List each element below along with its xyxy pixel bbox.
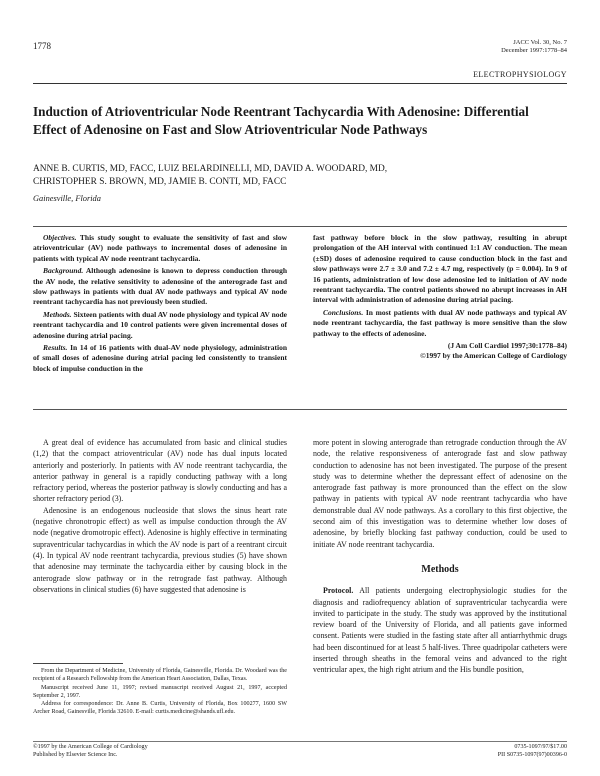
footer-publisher: Published by Elsevier Science Inc. (33, 752, 118, 759)
intro-paragraph-3: more potent in slowing anterograde than retrograde conduction through the AV node, the relative responsiveness of anterograde fast and slow pathway conduction to adenosine has not been investigated. The purpose of the present study was to determine whether the depressant effect of adenosine on the anterograde fast pathway is more pronounced than the effect on the slow pathway in patients with typical AV node reentrant tachycardia who have demonstrable dual AV node pathways. As a corollary to this first objective, the second aim of this investigation was to determine whether low doses of adenosine, by briefly blocking fast pathway conduction, could be used to initiate AV node reentrant tachycardia. (313, 438, 567, 549)
abstract-methods (33, 310, 287, 341)
conclusions-label: Conclusions. (323, 307, 364, 317)
methods-label: Methods. (43, 309, 72, 319)
results-label: Results. (43, 343, 68, 353)
protocol-text: All patients undergoing electrophysiologic studies for the diagnosis and radiofrequency ablation of supraventricular tachycardia were invited to participate in the study. The study was approved by the institutional review board of the University of Florida, and all patients gave informed consent. Patients were studied in the fasting state after all antiarrhythmic drugs had been discontinued for at least 5 half-lives. Three quadripolar catheters were inserted through sheaths in the femoral veins and advanced to the right ventricular apex, the high right atrium and the His bundle position, (313, 586, 567, 675)
footnote-manuscript-dates: Manuscript received June 11, 1997; revised manuscript received August 21, 1997, accepted September 2, 1997. (33, 684, 287, 699)
footer-right (498, 743, 567, 760)
article-title: Induction of Atrioventricular Node Reentrant Tachycardia With Adenosine: Differential Effect of Adenosine on Fast and Slow Atrioventricular Node Pathways (33, 104, 529, 137)
protocol-label: Protocol. (323, 586, 354, 596)
abstract-column-right (313, 233, 567, 362)
journal-date-pages: December 1997:1778–84 (501, 47, 567, 54)
footer-copyright: ©1997 by the American College of Cardiology (33, 744, 148, 750)
body-column-left (33, 437, 287, 595)
footer-issn-price: 0735-1097/97/$17.00 (514, 744, 567, 750)
footer-pii: PII S0735-1097(97)00396-0 (497, 752, 567, 759)
objectives-label: Objectives. (43, 233, 77, 242)
abstract-top-rule (33, 226, 567, 227)
authors-line-1: ANNE B. CURTIS, MD, FACC, LUIZ BELARDINELLI, MD, DAVID A. WOODARD, MD, (33, 164, 388, 174)
results-text-part1: In 14 of 16 patients with dual-AV node physiology, administration of small doses of adenosine during atrial pacing led consistently to transient block of impulse conduction in the (33, 343, 287, 373)
section-label: ELECTROPHYSIOLOGY (473, 70, 567, 79)
journal-volume: JACC Vol. 30, No. 7 (513, 39, 567, 46)
abstract-conclusions (313, 308, 567, 339)
background-label: Background. (43, 266, 84, 276)
methods-heading: Methods (421, 563, 459, 575)
authors-line-2: CHRISTOPHER S. BROWN, MD, JAMIE B. CONTI, MD, FACC (33, 177, 287, 187)
intro-paragraph-2: Adenosine is an endogenous nucleoside that slows the sinus heart rate (negative chronotropic effect) as well as impulse conduction through the AV node (negative dromotropic effect). Adenosine is highly effective in terminating supraventricular tachycardias in which the AV node is part of a reentrant circuit (4). In typical AV node reentrant tachycardia, previous studies (5) have shown that adenosine may terminate the tachycardia either by causing block in the anterograde slow pathway or in the retrograde fast pathway. Although observations in clinical studies (6) have suggested that adenosine is (33, 505, 287, 594)
background-text: Although adenosine is known to depress conduction through the AV node, the relative sensitivity to adenosine of the anterograde fast and slow pathways in patients with dual AV node pathways and typical AV node reentrant tachycardia has not previously been studied. (33, 266, 287, 307)
footer-rule (33, 741, 567, 742)
abstract-background (33, 266, 287, 308)
footnotes (33, 667, 287, 717)
affiliation: Gainesville, Florida (33, 194, 101, 203)
abstract-results-continued: fast pathway before block in the slow pathway, resulting in abrupt prolongation of the AH interval with continued 1:1 AV conduction. The mean (±SD) doses of adenosine required to cause conduction block in the fast and slow pathways were 2.7 ± 3.0 and 7.2 ± 4.7 mg, respectively (p = 0.004). In 9 of 16 patients, administration of low dose adenosine led to initiation of AV node reentrant tachycardia. The control patients showed no abrupt increases in AH interval with administration of adenosine during atrial pacing. (313, 233, 567, 305)
footer-left (33, 743, 148, 760)
footnote-correspondence: Address for correspondence: Dr. Anne B. Curtis, University of Florida, Box 100277, 1600 SW Archer Road, Gainesville, Florida 32610. E-mail: curtis.medicine@shands.ufl.edu. (33, 701, 287, 716)
objectives-text: This study sought to evaluate the sensitivity of fast and slow atrioventricular (AV) node pathways to incremental doses of adenosine in patients with typical AV node reentrant tachycardia. (33, 233, 287, 263)
journal-citation: (J Am Coll Cardiol 1997;30:1778–84) (447, 341, 567, 351)
footnote-affiliation: From the Department of Medicine, University of Florida, Gainesville, Florida. Dr. Woodard was the recipient of a Research Fellowship from the American Heart Association, Dallas, Texas. (33, 668, 287, 683)
abstract-copyright: ©1997 by the American College of Cardiology (420, 351, 567, 361)
methods-text: Sixteen patients with dual AV node physiology and typical AV node reentrant tachycardia and 10 control patients were given incremental doses of adenosine during atrial pacing. (33, 309, 287, 340)
page-number: 1778 (33, 41, 51, 51)
abstract-results (33, 343, 287, 374)
header-divider (33, 83, 567, 84)
author-list (33, 163, 573, 189)
conclusions-text: In most patients with dual AV node pathways and typical AV node reentrant tachycardia, the fast pathway is more sensitive than the slow pathway to the effects of adenosine. (313, 307, 568, 338)
abstract-column-left (33, 233, 287, 376)
running-header (501, 39, 567, 55)
abstract-objectives (33, 233, 287, 264)
body-column-right (313, 437, 567, 676)
protocol-paragraph (313, 585, 567, 675)
footnote-rule (33, 663, 123, 664)
abstract-bottom-rule (33, 409, 567, 410)
intro-paragraph-1: A great deal of evidence has accumulated from basic and clinical studies (1,2) that the compact atrioventricular (AV) node has dual inputs located anteriorly and posteriorly. In patients with AV node reentrant tachycardia, the anterior pathway in general is a rapidly conducting pathway with a long refractory period, whereas the posterior pathway is slowly conducting and has a shorter refractory period (3). (33, 438, 287, 504)
